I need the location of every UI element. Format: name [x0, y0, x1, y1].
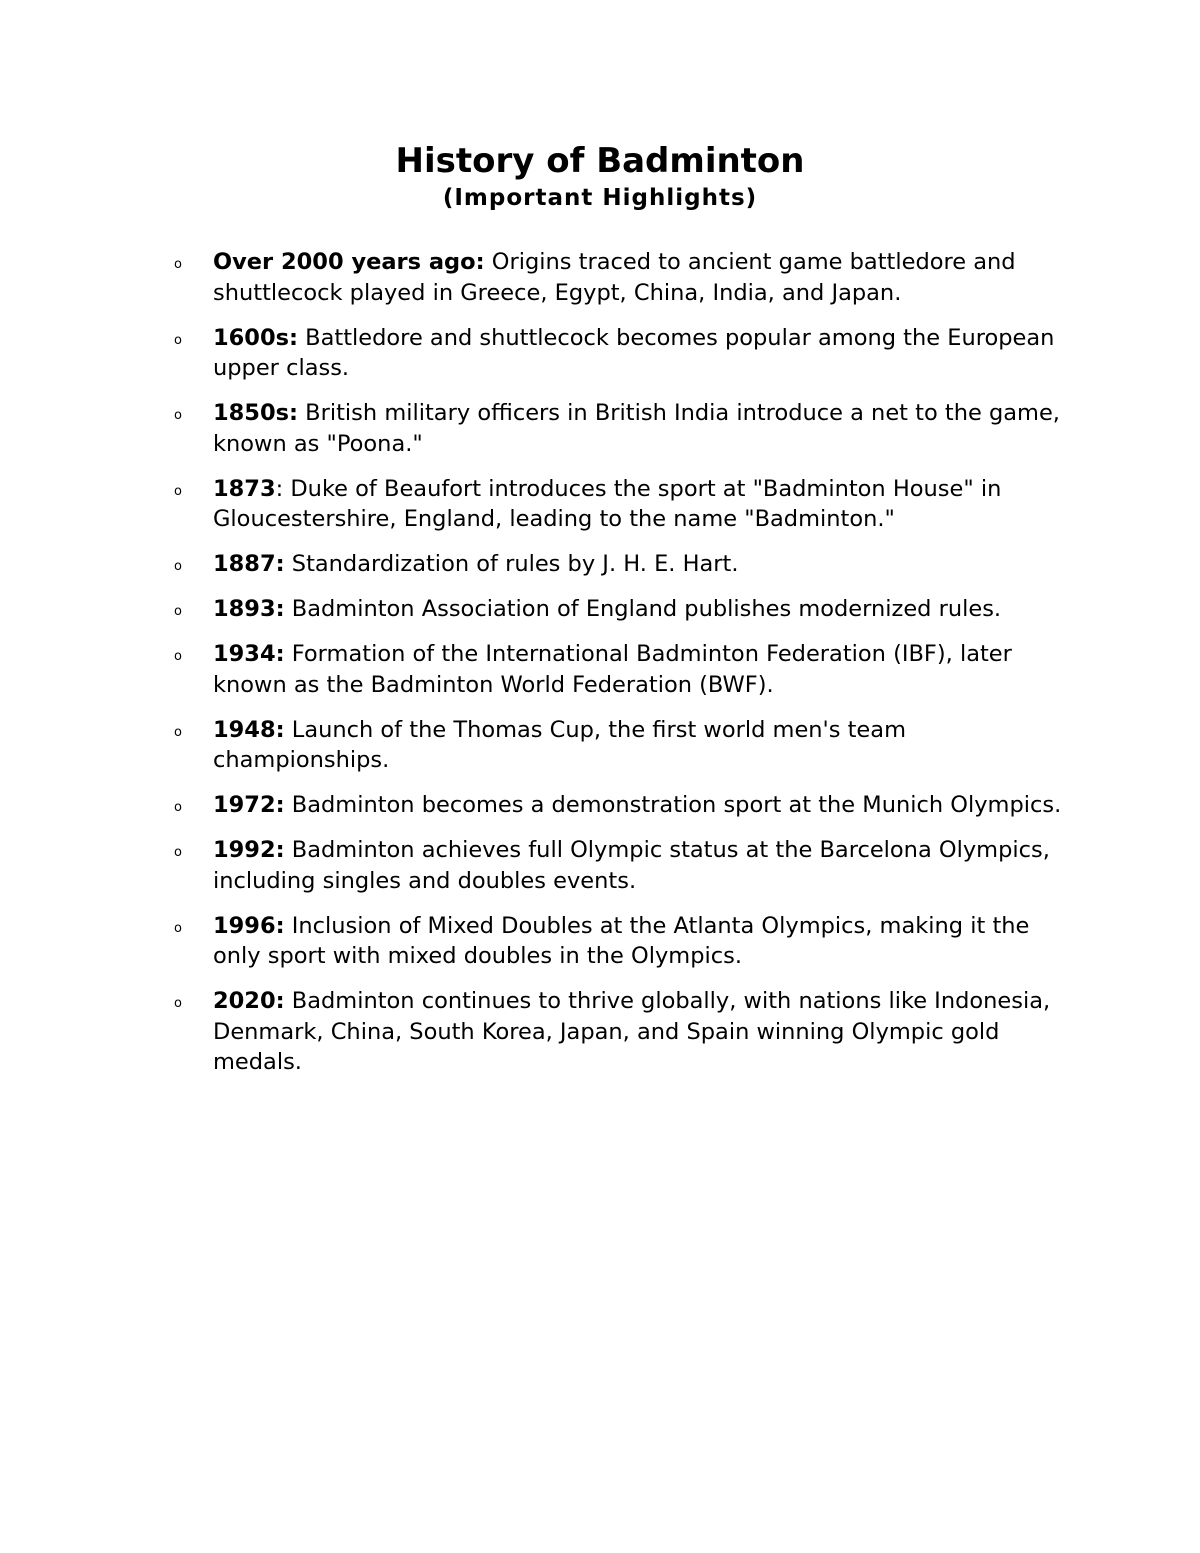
- timeline-text: Badminton continues to thrive globally, with nations like Indonesia, Denmark, China, South Korea, Japan, and Spain winning Olympic gold medals.: [213, 988, 1051, 1075]
- timeline-date: 1873: [213, 475, 276, 502]
- timeline-text: Duke of Beaufort introduces the sport at "Badminton House" in Gloucestershire, England, leading to the name "Badminton.": [213, 475, 1002, 532]
- timeline-item: [174, 639, 1064, 700]
- bullet-icon: o: [174, 845, 182, 860]
- timeline-date: 1934:: [213, 641, 285, 667]
- timeline-date: 1972:: [213, 792, 285, 818]
- date-separator: [285, 641, 292, 667]
- document-subtitle: (Important Highlights): [442, 185, 758, 211]
- date-separator: [285, 551, 292, 577]
- timeline-text: Badminton Association of England publishes modernized rules.: [291, 596, 1002, 622]
- timeline-text: Standardization of rules by J. H. E. Hart.: [291, 551, 739, 577]
- timeline-item: [174, 594, 1064, 625]
- date-separator: [285, 717, 292, 743]
- timeline-item: [174, 247, 1064, 308]
- timeline-date: 1887:: [213, 551, 285, 577]
- timeline-text: Badminton achieves full Olympic status at the Barcelona Olympics, including singles and doubles events.: [213, 837, 1050, 894]
- date-separator: [285, 837, 292, 863]
- timeline-text: Origins traced to ancient game battledore and shuttlecock played in Greece, Egypt, China, India, and Japan.: [213, 249, 1016, 306]
- timeline-item: [174, 835, 1064, 896]
- date-separator: [485, 249, 492, 275]
- timeline-list: [174, 247, 1064, 1092]
- bullet-icon: o: [174, 559, 182, 574]
- date-separator: [285, 792, 292, 818]
- timeline-date: 1996:: [213, 912, 285, 939]
- bullet-icon: o: [174, 996, 182, 1011]
- bullet-icon: o: [174, 649, 182, 664]
- timeline-text: Inclusion of Mixed Doubles at the Atlanta Olympics, making it the only sport with mixed doubles in the Olympics.: [213, 912, 1030, 969]
- timeline-item: [174, 986, 1064, 1078]
- timeline-item: [174, 323, 1064, 384]
- bullet-icon: o: [174, 800, 182, 815]
- timeline-item: [174, 911, 1064, 972]
- timeline-text: Formation of the International Badminton Federation (IBF), later known as the Badminton World Federation (BWF).: [213, 641, 1012, 698]
- timeline-text: Launch of the Thomas Cup, the first world men's team championships.: [213, 716, 906, 773]
- date-separator: [285, 988, 292, 1014]
- timeline-date: 1992:: [213, 837, 285, 863]
- timeline-date: 1600s:: [213, 324, 299, 351]
- date-separator: :: [275, 475, 291, 502]
- timeline-date: 1893:: [213, 596, 285, 622]
- bullet-icon: o: [174, 483, 182, 499]
- date-separator: [285, 913, 292, 939]
- timeline-text: British military officers in British India introduce a net to the game, known as "Poona.": [213, 400, 1060, 457]
- date-separator: [285, 596, 292, 622]
- timeline-item: [174, 715, 1064, 776]
- timeline-item: [174, 790, 1064, 821]
- timeline-item: [174, 398, 1064, 459]
- document-title: History of Badminton: [395, 141, 805, 181]
- timeline-item: [174, 549, 1064, 580]
- timeline-item: [174, 474, 1064, 535]
- bullet-icon: o: [174, 920, 182, 936]
- bullet-icon: o: [174, 604, 182, 619]
- bullet-icon: o: [174, 408, 182, 423]
- bullet-icon: o: [174, 724, 182, 740]
- bullet-icon: o: [174, 332, 182, 348]
- timeline-date: 2020:: [213, 988, 285, 1014]
- timeline-date: Over 2000 years ago:: [213, 249, 485, 275]
- bullet-icon: o: [174, 257, 182, 272]
- timeline-text: Badminton becomes a demonstration sport at the Munich Olympics.: [291, 792, 1062, 818]
- timeline-date: 1948:: [213, 716, 285, 743]
- timeline-text: Battledore and shuttlecock becomes popular among the European upper class.: [213, 324, 1055, 381]
- timeline-date: 1850s:: [213, 400, 299, 426]
